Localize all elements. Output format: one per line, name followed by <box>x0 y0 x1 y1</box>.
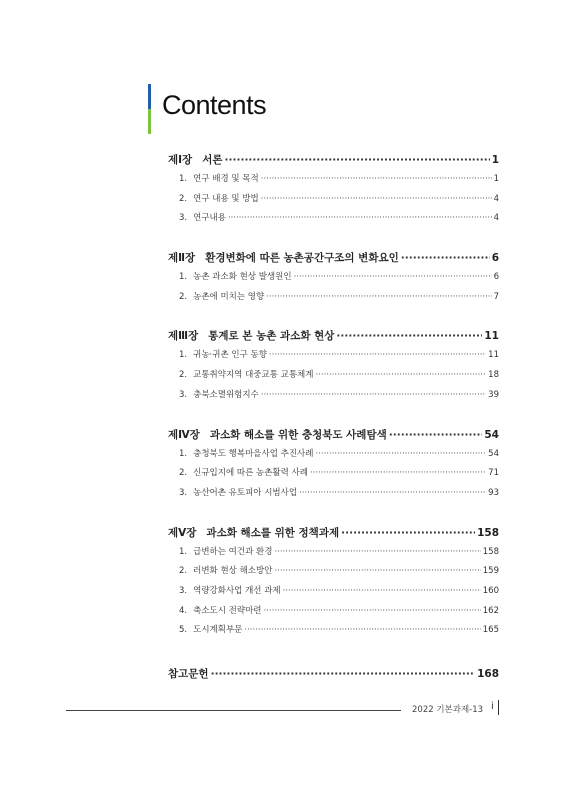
section-page-number: 6 <box>493 272 499 283</box>
section-number: 3. <box>179 213 188 224</box>
toc-section-5-4[interactable] <box>168 602 499 622</box>
section-number: 2. <box>179 468 188 479</box>
toc-chapter-3[interactable] <box>168 326 499 346</box>
section-number: 2. <box>179 370 188 381</box>
dot-leader <box>269 346 486 366</box>
dot-leader <box>336 326 482 346</box>
section-page-number: 7 <box>493 291 499 302</box>
table-of-contents <box>168 150 499 684</box>
toc-chapter-2[interactable] <box>168 248 499 268</box>
dot-leader <box>244 621 480 641</box>
section-page-number: 11 <box>488 350 499 361</box>
section-page-number: 39 <box>488 389 499 400</box>
section-title: 급변하는 여건과 환경 <box>193 546 273 557</box>
footer-divider <box>498 700 499 715</box>
section-page-number: 165 <box>482 625 499 636</box>
dot-leader <box>315 366 486 386</box>
dot-leader <box>261 386 486 406</box>
toc-section-1-3[interactable] <box>168 209 499 229</box>
section-title: 역량강화사업 개선 과제 <box>193 585 281 596</box>
accent-bar-green <box>148 109 151 134</box>
section-number: 2. <box>179 291 188 302</box>
section-page-number: 159 <box>482 566 499 577</box>
section-number: 1. <box>179 174 188 184</box>
section-page-number: 71 <box>488 468 499 479</box>
toc-section-3-2[interactable] <box>168 366 499 386</box>
toc-section-2-2[interactable] <box>168 288 499 308</box>
section-page-number: 4 <box>493 193 499 204</box>
section-number: 2. <box>179 566 188 577</box>
title-accent-bar <box>148 84 151 134</box>
dot-leader <box>264 602 481 622</box>
toc-section-3-1[interactable] <box>168 346 499 366</box>
dot-leader <box>274 562 480 582</box>
references-title: 참고문헌 <box>168 668 209 680</box>
dot-leader <box>225 150 490 170</box>
section-title: 농산어촌 유토피아 시범사업 <box>193 487 298 498</box>
chapter-page-number: 11 <box>484 330 499 343</box>
section-title: 충북소멸위험지수 <box>193 389 259 400</box>
chapter-page-number: 1 <box>491 154 499 166</box>
dot-leader <box>211 664 476 684</box>
dot-leader <box>261 170 492 190</box>
toc-section-5-1[interactable] <box>168 543 499 563</box>
chapter-page-number: 6 <box>491 252 499 265</box>
dot-leader <box>283 582 481 602</box>
dot-leader <box>315 445 486 465</box>
accent-bar-blue <box>148 84 151 109</box>
section-number: 2. <box>179 193 188 204</box>
chapter-title: 과소화 해소를 위한 정책과제 <box>206 526 340 539</box>
dot-leader <box>261 190 492 210</box>
chapter-title: 서론 <box>202 154 223 166</box>
dot-leader <box>341 523 475 543</box>
section-title: 신규입지에 따른 농촌활력 사례 <box>193 468 308 479</box>
chapter-number: 제Ⅰ장 <box>168 154 193 166</box>
section-number: 1. <box>179 350 188 361</box>
section-page-number: 160 <box>482 585 499 596</box>
toc-section-5-5[interactable] <box>168 621 499 641</box>
page-title: Contents <box>162 90 267 120</box>
section-number: 1. <box>179 272 188 283</box>
toc-section-5-3[interactable] <box>168 582 499 602</box>
toc-section-5-2[interactable] <box>168 562 499 582</box>
section-page-number: 1 <box>493 174 499 184</box>
toc-references[interactable] <box>168 664 499 684</box>
section-title: 연구 내용 및 방법 <box>193 193 259 204</box>
chapter-number: 제Ⅲ장 <box>168 330 199 343</box>
section-number: 4. <box>179 605 188 616</box>
section-title: 도시계획부문 <box>193 625 243 636</box>
section-number: 3. <box>179 585 188 596</box>
section-title: 농촌 과소화 현상 발생원인 <box>193 272 292 283</box>
footer-rule <box>66 710 401 711</box>
dot-leader <box>299 484 486 504</box>
chapter-title: 통계로 본 농촌 과소화 현상 <box>208 330 335 343</box>
section-page-number: 54 <box>488 448 499 459</box>
section-title: 연구 배경 및 목적 <box>193 174 259 184</box>
section-title: 충청북도 행복마을사업 추진사례 <box>193 448 314 459</box>
footer-report-id: 2022 기본과제-13 <box>412 705 484 715</box>
section-number: 5. <box>179 625 188 636</box>
toc-section-1-2[interactable] <box>168 190 499 210</box>
chapter-page-number: 54 <box>484 428 499 441</box>
section-page-number: 93 <box>488 487 499 498</box>
section-title: 귀농·귀촌 인구 동향 <box>193 350 267 361</box>
dot-leader <box>294 268 492 288</box>
section-title: 교통취약지역 대중교통 교통체계 <box>193 370 314 381</box>
toc-section-1-1[interactable] <box>168 170 499 190</box>
section-title: 농촌에 미치는 영향 <box>193 291 265 302</box>
chapter-number: 제Ⅴ장 <box>168 526 197 539</box>
dot-leader <box>274 543 480 563</box>
section-number: 1. <box>179 448 188 459</box>
section-title: 연구내용 <box>193 213 226 224</box>
chapter-title: 과소화 해소를 위한 충청북도 사례탐색 <box>209 428 387 441</box>
dot-leader <box>228 209 492 229</box>
section-number: 3. <box>179 389 188 400</box>
chapter-number: 제Ⅳ장 <box>168 428 200 441</box>
section-number: 3. <box>179 487 188 498</box>
chapter-number: 제Ⅱ장 <box>168 252 196 265</box>
dot-leader <box>389 425 483 445</box>
toc-chapter-4[interactable] <box>168 425 499 445</box>
toc-section-2-1[interactable] <box>168 268 499 288</box>
toc-section-4-2[interactable] <box>168 464 499 484</box>
dot-leader <box>401 248 490 268</box>
toc-chapter-1[interactable] <box>168 150 499 170</box>
section-page-number: 4 <box>493 213 499 224</box>
dot-leader <box>310 464 486 484</box>
dot-leader <box>266 288 491 308</box>
section-page-number: 18 <box>488 370 499 381</box>
toc-section-3-3[interactable] <box>168 386 499 406</box>
section-title: 축소도시 전략마련 <box>193 605 262 616</box>
section-title: 러변화 현상 해소방안 <box>193 566 273 577</box>
toc-chapter-5[interactable] <box>168 523 499 543</box>
chapter-title: 환경변화에 따른 농촌공간구조의 변화요인 <box>205 252 399 265</box>
section-page-number: 158 <box>482 546 499 557</box>
toc-section-4-3[interactable] <box>168 484 499 504</box>
toc-section-4-1[interactable] <box>168 445 499 465</box>
section-number: 1. <box>179 546 188 557</box>
references-page-number: 168 <box>477 668 499 680</box>
footer-page-number: i <box>491 701 494 712</box>
section-page-number: 162 <box>482 605 499 616</box>
chapter-page-number: 158 <box>477 526 499 539</box>
